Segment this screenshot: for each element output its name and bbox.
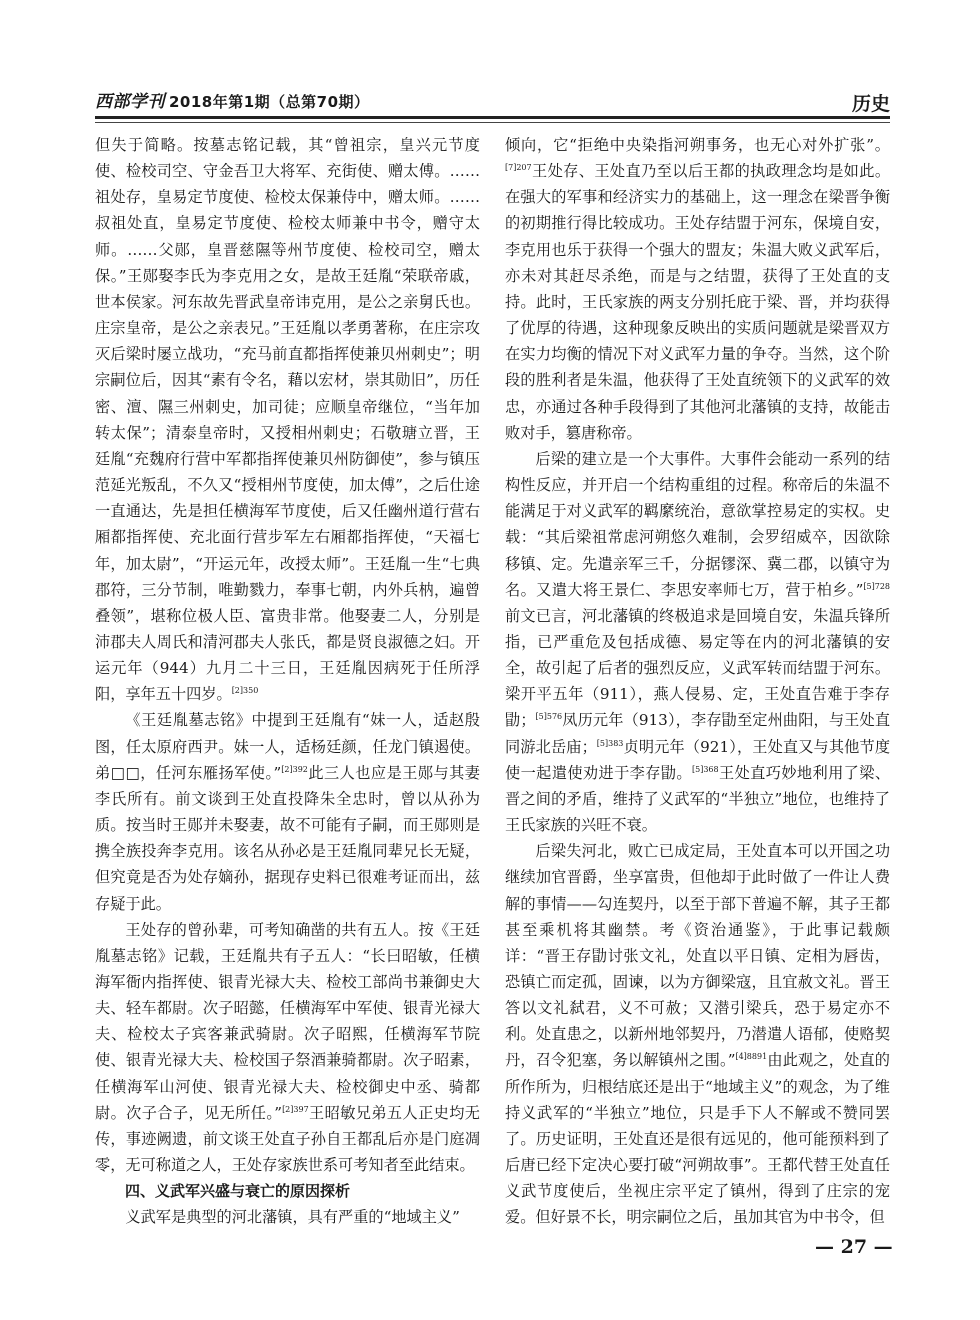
paragraph-text: 倾向，它“拒绝中央染指河朔事务，也无心对外扩张”。 bbox=[505, 136, 890, 154]
paragraph-text: 《王廷胤墓志铭》中提到王廷胤有“妹一人，适赵殷图，任太原府西尹。妹一人，适杨廷颜，任龙门镇遏使。弟□□，任河东雁扬军使。” bbox=[95, 711, 480, 782]
paragraph-text: 前文已言，河北藩镇的终极追求是回境自安，朱温兵锋所指，已严重危及包括成德、易定等在内的河北藩镇的安全，故引起了后者的强烈反应，义武军转而结盟于河东。梁开平五年（911），燕人侵易、定，王处直告难于李存勖； bbox=[505, 606, 890, 730]
body-paragraph bbox=[95, 707, 480, 916]
citation-ref: [4]8891 bbox=[735, 1052, 768, 1062]
running-header bbox=[95, 86, 890, 114]
paragraph-text: 由此观之，处直的所作所为，归根结底还是出于“地域主义”的观念，为了维持义武军的“半独立”地位，只是手下人不解或不赞同罢了。历史证明，王处直还是很有远见的，他可能预料到了后唐已经下定决心要打破“河朔故事”。王都代替王处直任义武节度使后，坐视庄宗平定了镇州，得到了庄宗的宠爱。但好景不长，明宗嗣位之后，虽加其官为中书令，但 bbox=[505, 1051, 890, 1227]
paragraph-text: 义武军是典型的河北藩镇，具有严重的“地域主义” bbox=[125, 1208, 460, 1227]
citation-ref: [2]397 bbox=[282, 1104, 309, 1114]
paragraph-text: 贞明元年（921），王处直又与其他节度使一起遣使劝进于李存勖。 bbox=[505, 737, 890, 782]
header-rule-thin bbox=[95, 122, 890, 123]
citation-ref: [2]392 bbox=[281, 764, 308, 774]
citation-ref: [5]383 bbox=[596, 738, 624, 748]
paragraph-text: 四、义武军兴盛与衰亡的原因探析 bbox=[125, 1182, 351, 1201]
section-label: 历史 bbox=[851, 93, 890, 115]
paragraph-text: 此三人也应是王郧与其妻李氏所有。前文谈到王处直投降朱全忠时，曾以从孙为质。按当时王郧并未娶妻，故不可能有子嗣，而王郧则是携全族投奔李克用。该名从孙必是王廷胤同辈兄长无疑，但究竟是否为处存嫡孙，据现存史料已很难考证而出，兹存疑于此。 bbox=[95, 763, 480, 913]
citation-ref: [5]576 bbox=[535, 712, 563, 722]
paragraph-text: 凤历元年（913），李存勖至定州曲阳，与王处直同游北岳庙； bbox=[505, 711, 890, 756]
body-paragraph bbox=[95, 917, 480, 1179]
paragraph-text: 后梁失河北，败亡已成定局，王处直本可以开国之功继续加官晋爵，坐享富贵，但他却于此时做了一件让人费解的事情——勾连契丹，以至于部下普遍不解，其子王都甚至乘机将其幽禁。考《资治通鉴》，于此事记载颇详：“晋王存勖讨张文礼，处直以平日镇、定相为唇齿，恐镇亡而定孤，固谏，以为方御梁寇，且宜赦文礼。晋王答以文礼弑君，义不可赦；又潜引梁兵，恐于易定亦不利。处直患之，以新州地邻契丹，乃潜遣人语郁，使赂契丹，召令犯塞，务以解镇州之围。” bbox=[505, 842, 890, 1070]
journal-brand: 西部学刊 bbox=[95, 92, 165, 112]
paragraph-text: 王处存、王处直乃至以后王都的执政理念均是如此。在强大的军事和经济实力的基础上，这一理念在梁晋争衡的初期推行得比较成功。王处存结盟于河东，保境自安，李克用也乐于获得一个强大的盟友；朱温大败义武军后，亦未对其赶尽杀绝，而是与之结盟，获得了王处直的支持。此时，王氏家族的两支分别托庇于梁、晋，并均获得了优厚的待遇，这种现象反映出的实质问题就是梁晋双方在实力均衡的情况下对义武军力量的争夺。当然，这个阶段的胜利者是朱温，他获得了王处直统领下的义武军的效忠，亦通过各种手段得到了其他河北藩镇的支持，故能击败对手，篡唐称帝。 bbox=[505, 162, 890, 442]
paragraph-text: 王处存的曾孙辈，可考知确凿的共有五人。按《王廷胤墓志铭》记载，王廷胤共有子五人：“长曰昭敏，任横海军衙内指挥使、银青光禄大夫、检校工部尚书兼御史大夫、轻车都尉。次子昭懿，任横海军中军使、银青光禄大夫、检校太子宾客兼武骑尉。次子昭熙，任横海军节院使、银青光禄大夫、检校国子祭酒兼骑都尉。次子昭素，任横海军山河使、银青光禄大夫、检校御史中丞、骑都尉。次子合子，见无所任。” bbox=[95, 920, 480, 1122]
body-paragraph bbox=[505, 838, 890, 1230]
page-number: — 27 — bbox=[815, 1236, 893, 1258]
body-paragraph bbox=[505, 132, 890, 446]
paragraph-text: 但失于简略。按墓志铭记载，其“曾祖宗，皇兴元节度使、检校司空、守金吾卫大将军、充街使、赠太傅。……祖处存，皇易定节度使、检校太保兼侍中，赠太师。……叔祖处直，皇易定节度使、检校太师兼中书令，赠守太师。……父郧，皇晋慈隰等州节度使、检校司空，赠太保。”王郧娶李氏为李克用之女，是故王廷胤“荣联帝戚，世本侯家。河东故先晋武皇帝讳克用，是公之亲舅氏也。庄宗皇帝，是公之亲表兄。”王廷胤以孝勇著称，在庄宗攻灭后梁时屡立战功，“充马前直都指挥使兼贝州刺史”；明宗嗣位后，因其“素有令名，藉以宏材，崇其勋旧”，历任密、澶、隰三州刺史，加司徒；应顺皇帝继位，“当年加转太保”；清泰皇帝时，又授相州刺史；石敬瑭立晋，王廷胤“充魏府行营中军都指挥使兼贝州防御使”，参与镇压范延光叛乱，不久又“授相州节度使，加太傅”，之后仕途一直通达，先是担任横海军节度使，后又任幽州道行营右厢都指挥使、充北面行营步军左右厢都指挥使，“天福七年，加太尉”，“开运元年，改授太师”。王廷胤一生“七典郡符，三分节制，唯勤戮力，奉事七朝，内外兵枘，遍曾叠领”，堪称位极人臣、富贵非常。他娶妻二人，分别是沛郡夫人周氏和清河郡夫人张氏，都是贤良淑德之妇。开运元年（944）九月二十三日，王廷胤因病死于任所浮阳，享年五十四岁。 bbox=[95, 136, 480, 704]
body-paragraph bbox=[95, 132, 480, 707]
paragraph-text: 王昭敏兄弟五人正史均无传，事迹阙遗，前文谈王处直子孙自王都乱后亦是门庭凋零，无可称道之人，王处存家族世系可考知者至此结束。 bbox=[95, 1103, 480, 1175]
left-column bbox=[95, 132, 480, 1242]
right-column bbox=[505, 132, 890, 1242]
issue-label: 2018年第1期（总第70期） bbox=[169, 93, 370, 111]
paragraph-text: 后梁的建立是一个大事件。大事件会能动一系列的结构性反应，并开启一个结构重组的过程。称帝后的朱温不能满足于对义武军的羁縻统治，意欲掌控易定的实权。史载：“其后梁祖常虑河朔悠久难制，会罗绍威卒，因欲除移镇、定。先遣亲军三千，分据镠深、冀二郡，以镇守为名。又遣大将王景仁、李思安率师七万，营于柏乡。” bbox=[505, 449, 890, 599]
citation-ref: [5]368 bbox=[692, 764, 719, 774]
journal-issue bbox=[95, 87, 370, 112]
section-heading bbox=[95, 1178, 480, 1204]
body-paragraph bbox=[95, 1204, 480, 1230]
header-rule-thick bbox=[95, 116, 890, 119]
body-paragraph bbox=[505, 446, 890, 838]
citation-ref: [7]207 bbox=[505, 163, 532, 173]
citation-ref: [2]350 bbox=[231, 686, 259, 696]
citation-ref: [5]728 bbox=[863, 581, 890, 591]
paragraph-text: 王处直巧妙地利用了梁、晋之间的矛盾，维持了义武军的“半独立”地位，也维持了王氏家族的兴旺不衰。 bbox=[505, 763, 890, 835]
